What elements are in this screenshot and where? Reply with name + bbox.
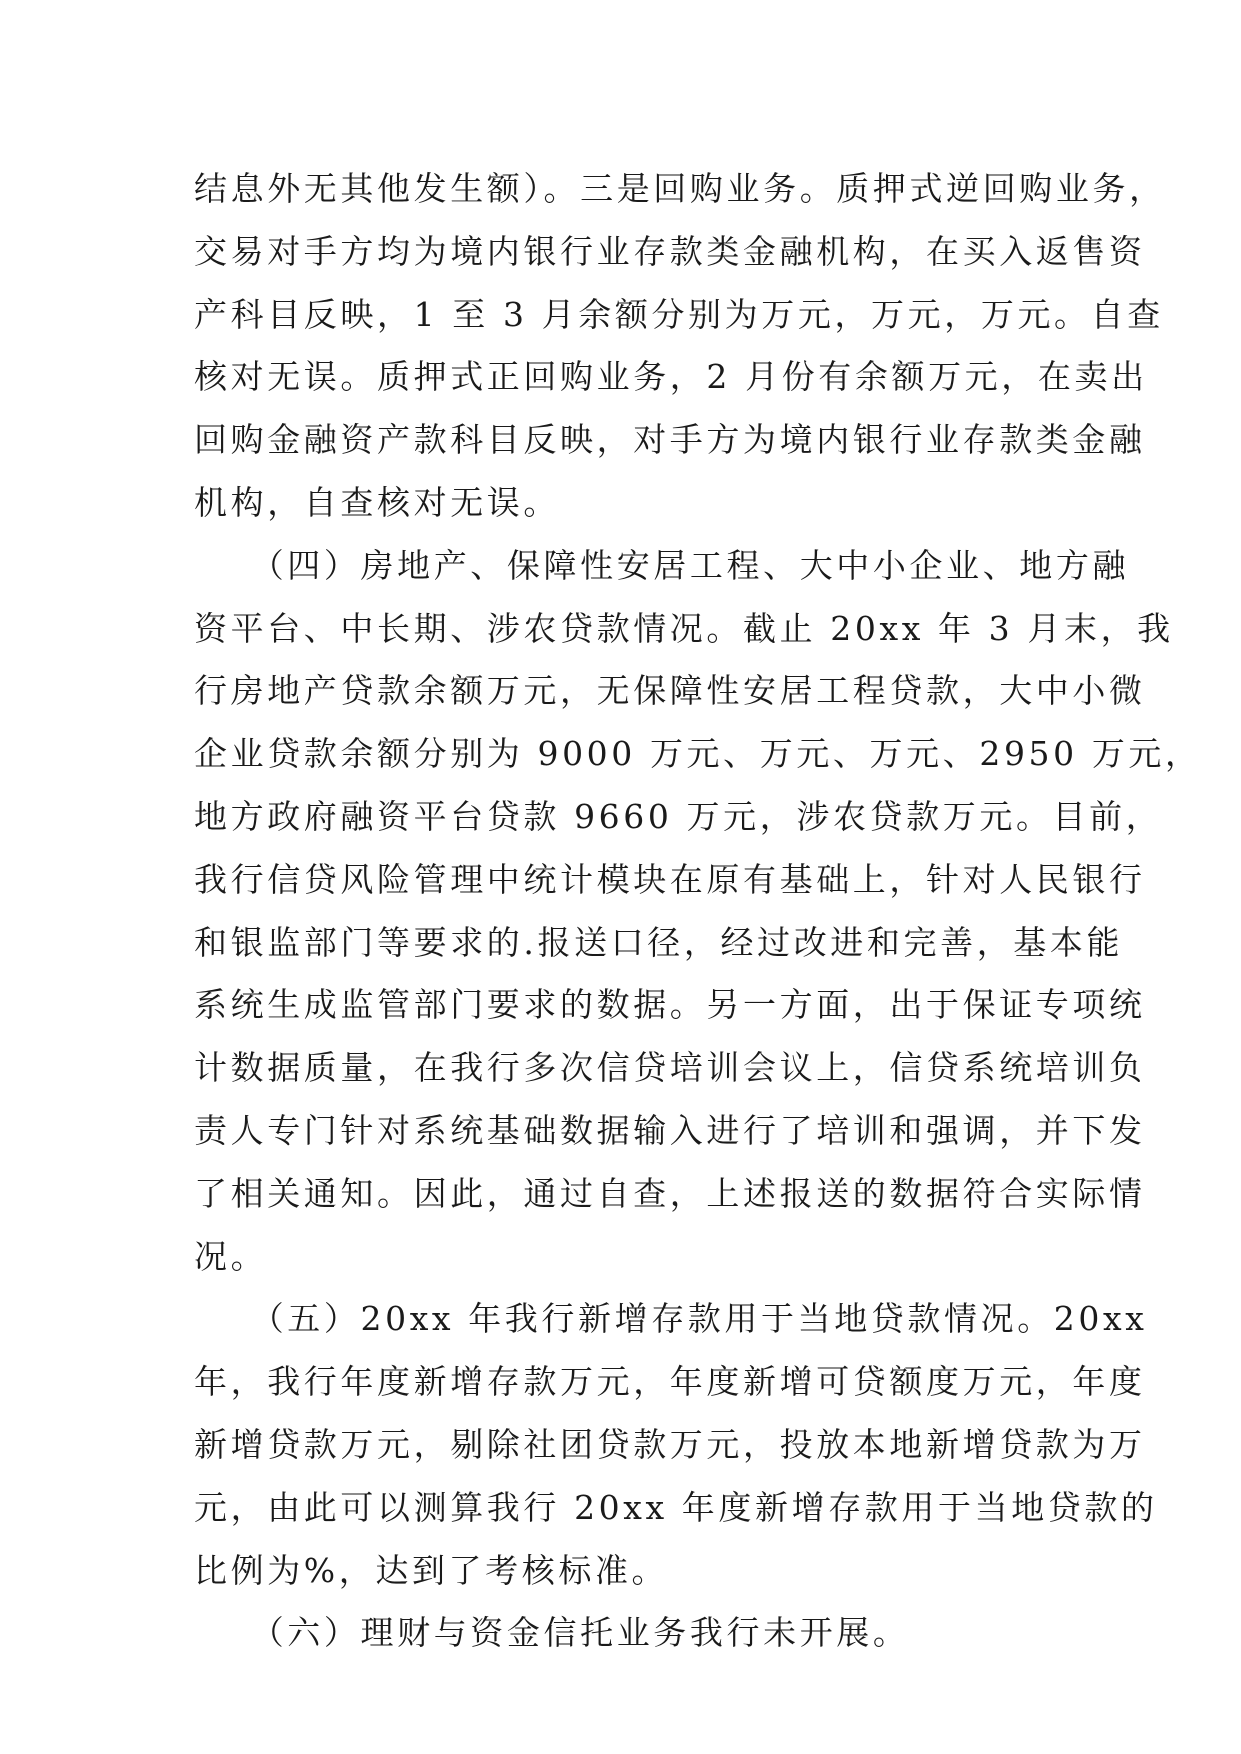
text-line: 我行信贷风险管理中统计模块在原有基础上，针对人民银行 (194, 859, 1146, 899)
text-line: 责人专门针对系统基础数据输入进行了培训和强调，并下发 (194, 1110, 1146, 1150)
text-line: 新增贷款万元，剔除社团贷款万元，投放本地新增贷款为万 (194, 1424, 1146, 1464)
text-line: 产科目反映，1 至 3 月余额分别为万元，万元，万元。自查 (194, 294, 1164, 334)
text-line: 核对无误。质押式正回购业务，2 月份有余额万元，在卖出 (194, 357, 1148, 397)
text-line: 行房地产贷款余额万元，无保障性安居工程贷款，大中小微 (194, 671, 1146, 711)
text-line: 计数据质量，在我行多次信贷培训会议上，信贷系统培训负 (194, 1048, 1146, 1088)
text-line: 机构，自查核对无误。 (194, 482, 560, 522)
text-line: 系统生成监管部门要求的数据。另一方面，出于保证专项统 (194, 985, 1146, 1025)
text-line: 结息外无其他发生额）。三是回购业务。质押式逆回购业务， (194, 169, 1166, 208)
text-line: 比例为%，达到了考核标准。 (194, 1550, 669, 1590)
text-line: 元，由此可以测算我行 20xx 年度新增存款用于当地贷款的 (194, 1487, 1158, 1527)
text-line: 和银监部门等要求的.报送口径，经过改进和完善，基本能 (194, 922, 1124, 962)
section-6-heading-line: （六）理财与资金信托业务我行未开展。 (194, 1613, 910, 1653)
section-4-heading-line: （四）房地产、保障性安居工程、大中小企业、地方融 (194, 545, 1130, 585)
text-line: 地方政府融资平台贷款 9660 万元，涉农贷款万元。目前， (194, 796, 1163, 836)
section-5-heading-line: （五）20xx 年我行新增存款用于当地贷款情况。20xx (194, 1299, 1148, 1339)
text-line: 了相关通知。因此，通过自查，上述报送的数据符合实际情 (194, 1173, 1146, 1213)
text-line: 年，我行年度新增存款万元，年度新增可贷额度万元，年度 (194, 1362, 1146, 1402)
text-line: 资平台、中长期、涉农贷款情况。截止 20xx 年 3 月末，我 (194, 608, 1174, 648)
document-body (194, 158, 1202, 1665)
text-line: 况。 (194, 1236, 268, 1276)
text-line: 回购金融资产款科目反映，对手方为境内银行业存款类金融 (194, 420, 1146, 460)
text-line: 企业贷款余额分别为 9000 万元、万元、万元、2950 万元， (194, 734, 1202, 774)
text-line: 交易对手方均为境内银行业存款类金融机构，在买入返售资 (194, 231, 1146, 271)
